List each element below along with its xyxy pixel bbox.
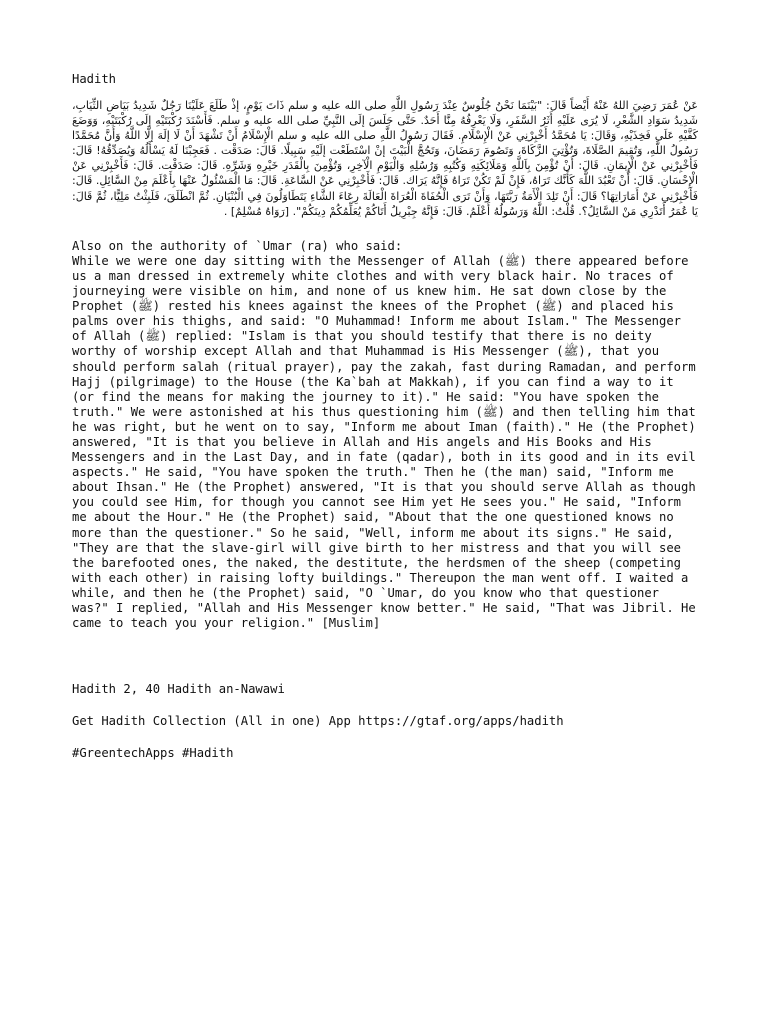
english-translation-text: Also on the authority of `Umar (ra) who said: While we were one day sitting with the Messenger of Allah (ﷺ) there appeared before us a man dressed in extremely white clothes and with very black hair. No traces of journeying were visible on him, and none of us knew him. He sat down close by the Prophet (ﷺ) rested his knees against the knees of the Prophet (ﷺ) and placed his palms over his thighs, and said: "O Muhammad! Inform me about Islam." The Messenger of Allah (ﷺ) replied: "Islam is that you should testify that there is no deity worthy of worship except Allah and that Muhammad is His Messenger (ﷺ), that you should perform salah (ritual prayer), pay the zakah, fast during Ramadan, and perform Hajj (pilgrimage) to the House (the Ka`bah at Makkah), if you can find a way to it (or find the means for making the journey to it)." He said: "You have spoken the truth." We were astonished at his thus questioning him (ﷺ) and then telling him that he was right, but he went on to say, "Inform me about Iman (faith)." He (the Prophet) answered, "It is that you believe in Allah and His angels and His Books and His Messengers and in the Last Day, and in fate (qadar), both in its good and in its evil aspects." He said, "You have spoken the truth." Then he (the man) said, "Inform me about Ihsan." He (the Prophet) answered, "It is that you should serve Allah as though you could see Him, for though you cannot see Him yet He sees you." He said, "Inform me about the Hour." He (the Prophet) said, "About that the one questioned knows no more than the questioner." So he said, "Well, inform me about its signs." He said, "They are that the slave-girl will give birth to her mistress and that you will see the barefooted ones, the naked, the destitute, the herdsmen of the sheep (competing with each other) in raising lofty buildings." Thereupon the man went off. I waited a while, and then he (the Prophet) said, "O `Umar, do you know who that questioner was?" I replied, "Allah and His Messenger know better." He said, "That was Jibril. He came to teach you your religion." [Muslim] bbox=[72, 238, 696, 631]
arabic-hadith-text: عَنْ عُمَرَ رَضِيَ اللهُ عَنْهُ أَيْضاً قَالَ: "بَيْنَمَا نَحْنُ جُلُوسٌ عِنْدَ رَسُولِ اللَّهِ صلى الله عليه و سلم ذَاتَ يَوْمٍ، إذْ طَلَعَ عَلَيْنَا رَجُلٌ شَدِيدُ بَيَاضِ الثِّيَابِ، شَدِيدُ سَوَادِ الشَّعْرِ، لَا يُرَى عَلَيْهِ أَثَرُ السَّفَرِ، وَلَا يَعْرِفُهُ مِنَّا أَحَدٌ. حَتَّى جَلَسَ إلَى النَّبِيِّ صلى الله عليه و سلم. فَأَسْنَدَ رُكْبَتَيْهِ إلَى رُكْبَتَيْهِ، وَوَضَعَ كَفَّيْهِ عَلَى فَخِذَيْهِ، وَقَالَ: يَا مُحَمَّدُ أَخْبِرْنِي عَنْ الْإِسْلَامِ. فَقَالَ رَسُولُ اللَّهِ صلى الله عليه و سلم الْإِسْلَامُ أَنْ تَشْهَدَ أَنْ لَا إلَهَ إلَّا اللَّهُ وَأَنَّ مُحَمَّدًا رَسُولُ اللَّهِ، وَتُقِيمَ الصَّلَاةَ، وَتُؤْتِيَ الزَّكَاةَ، وَتَصُومَ رَمَضَانَ، وَتَحُجَّ الْبَيْتَ إنْ اسْتَطَعْت إلَيْهِ سَبِيلًا. قَالَ: صَدَقْت . فَعَجِبْنَا لَهُ يَسْأَلُهُ وَيُصَدِّقُهُ! قَالَ: فَأَخْبِرْنِي عَنْ الْإِيمَانِ. قَالَ: أَنْ تُؤْمِنَ بِاَللَّهِ وَمَلَائِكَتِهِ وَكُتُبِهِ وَرُسُلِهِ وَالْيَوْمِ الْآخِرِ، وَتُؤْمِنَ بِالْقَدَرِ خَيْرِهِ وَشَرِّهِ. قَالَ: صَدَقْت. قَالَ: فَأَخْبِرْنِي عَنْ الْإِحْسَانِ. قَالَ: أَنْ تَعْبُدَ اللَّهَ كَأَنَّك تَرَاهُ، فَإِنْ لَمْ تَكُنْ تَرَاهُ فَإِنَّهُ يَرَاك. قَالَ: فَأَخْبِرْنِي عَنْ السَّاعَةِ. قَالَ: مَا الْمَسْئُولُ عَنْهَا بِأَعْلَمَ مِنْ السَّائِلِ. قَالَ: فَأَخْبِرْنِي عَنْ أَمَارَاتِهَا؟ قَالَ: أَنْ تَلِدَ الْأَمَةُ رَبَّتَهَا، وَأَنْ تَرَى الْحُفَاةَ الْعُرَاةَ الْعَالَةَ رِعَاءَ الشَّاءِ يَتَطَاوَلُونَ فِي الْبُنْيَانِ. ثُمَّ انْطَلَقَ، فَلَبِثْتُ مَلِيًّا، ثُمَّ قَالَ: يَا عُمَرُ أَتَدْرِي مَنْ السَّائِلُ؟. قُلْتُ: اللَّهُ وَرَسُولُهُ أَعْلَمُ. قَالَ: فَإِنَّهُ جِبْرِيلُ أَتَاكُمْ يُعَلِّمُكُمْ دِينَكُمْ". [رَوَاهُ مُسْلِمٌ] . bbox=[72, 99, 698, 218]
document-page bbox=[72, 70, 698, 761]
hadith-reference: Hadith 2, 40 Hadith an-Nawawi bbox=[72, 682, 285, 697]
document-title: Hadith bbox=[72, 72, 117, 86]
app-promo-text: Get Hadith Collection (All in one) App https://gtaf.org/apps/hadith bbox=[72, 714, 564, 729]
hashtags: #GreentechApps #Hadith bbox=[72, 746, 234, 761]
